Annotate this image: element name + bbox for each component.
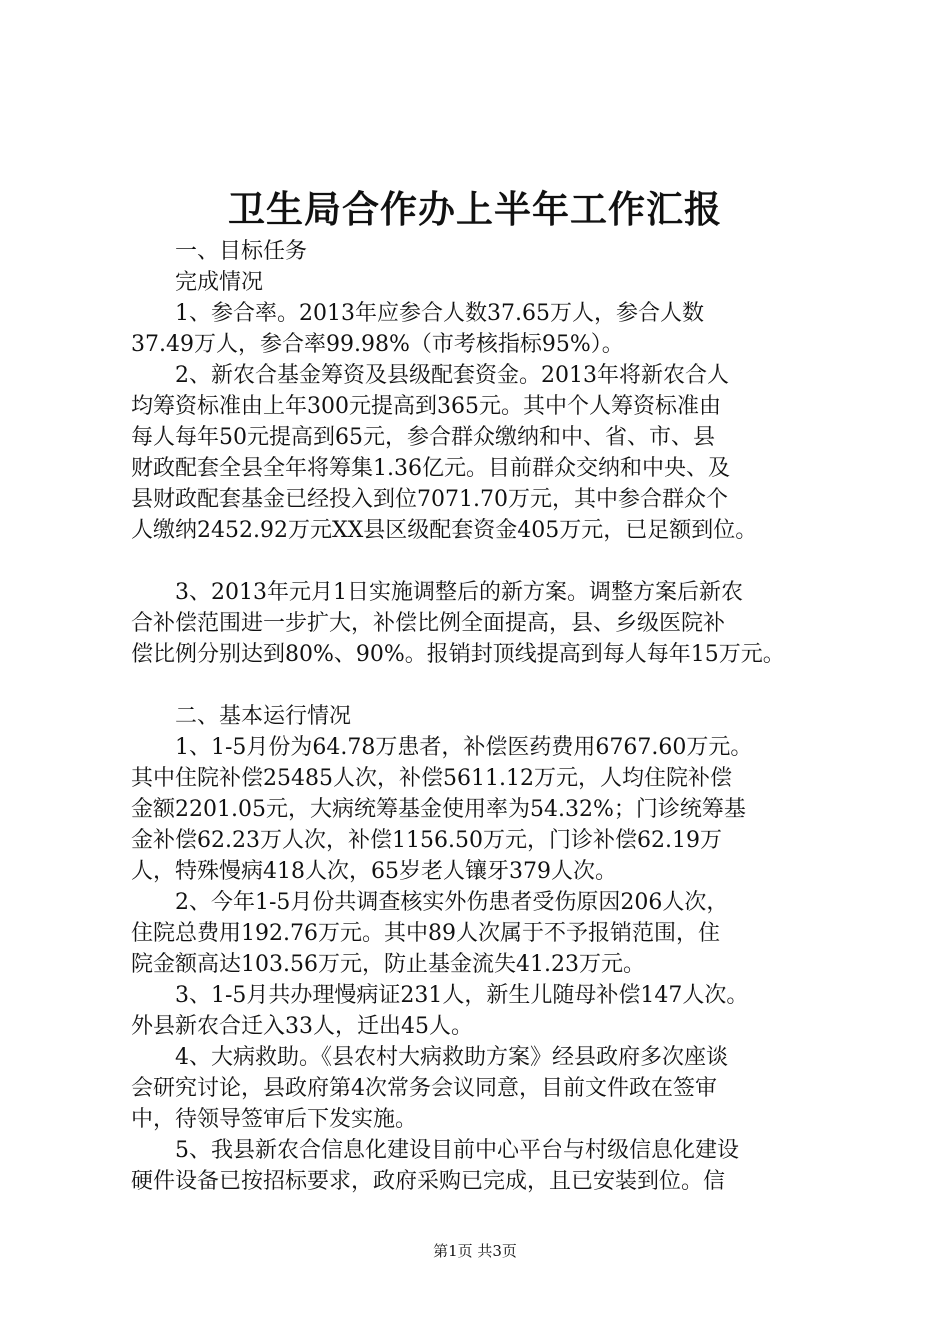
blank-line <box>131 546 831 577</box>
text-line: 完成情况 <box>131 270 264 295</box>
text-line: 金额2201.05元，大病统筹基金使用率为54.32%；门诊统筹基 <box>131 797 746 822</box>
text-line: 院金额高达103.56万元，防止基金流失41.23万元。 <box>131 952 645 977</box>
document-body <box>131 236 831 1197</box>
text-line: 财政配套全县全年将筹集1.36亿元。目前群众交纳和中央、及 <box>131 456 730 481</box>
text-line: 均筹资标准由上年300元提高到365元。其中个人筹资标准由 <box>131 394 721 419</box>
text-line: 偿比例分别达到80%、90%。报销封顶线提高到每人每年15万元。 <box>131 642 785 667</box>
text-line: 人缴纳2452.92万元XX县区级配套资金405万元，已足额到位。 <box>131 518 758 543</box>
text-line: 2、今年1-5月份共调查核实外伤患者受伤原因206人次， <box>131 890 729 915</box>
text-line: 3、1-5月共办理慢病证231人，新生儿随母补偿147人次。 <box>131 983 749 1008</box>
text-line: 金补偿62.23万人次，补偿1156.50万元，门诊补偿62.19万 <box>131 828 722 853</box>
text-line: 会研究讨论，县政府第4次常务会议同意，目前文件政在签审 <box>131 1076 717 1101</box>
text-line: 4、大病救助。《县农村大病救助方案》经县政府多次座谈 <box>131 1045 728 1070</box>
text-line: 二、基本运行情况 <box>131 704 352 729</box>
page-footer: 第1页 共3页 <box>433 1242 517 1260</box>
text-line: 37.49万人，参合率99.98%（市考核指标95%）。 <box>131 332 624 357</box>
text-line: 一、目标任务 <box>131 239 308 264</box>
text-line: 住院总费用192.76万元。其中89人次属于不予报销范围，住 <box>131 921 720 946</box>
blank-line <box>131 670 831 701</box>
text-line: 县财政配套基金已经投入到位7071.70万元，其中参合群众个 <box>131 487 728 512</box>
text-line: 合补偿范围进一步扩大，补偿比例全面提高，县、乡级医院补 <box>131 611 726 636</box>
text-line: 中，待领导签审后下发实施。 <box>131 1107 418 1132</box>
document-title: 卫生局合作办上半年工作汇报 <box>228 187 722 231</box>
text-line: 每人每年50元提高到65元，参合群众缴纳和中、省、市、县 <box>131 425 715 450</box>
text-line: 5、我县新农合信息化建设目前中心平台与村级信息化建设 <box>131 1138 739 1163</box>
text-line: 1、参合率。2013年应参合人数37.65万人，参合人数 <box>131 301 704 326</box>
text-line: 1、1-5月份为64.78万患者，补偿医药费用6767.60万元。 <box>131 735 753 760</box>
text-line: 人，特殊慢病418人次，65岁老人镶牙379人次。 <box>131 859 617 884</box>
text-line: 硬件设备已按招标要求，政府采购已完成，且已安装到位。信 <box>131 1169 726 1194</box>
text-line: 3、2013年元月1日实施调整后的新方案。调整方案后新农 <box>131 580 743 605</box>
text-line: 2、新农合基金筹资及县级配套资金。2013年将新农合人 <box>131 363 729 388</box>
text-line: 其中住院补偿25485人次，补偿5611.12万元，人均住院补偿 <box>131 766 732 791</box>
text-line: 外县新农合迁入33人，迁出45人。 <box>131 1014 473 1039</box>
